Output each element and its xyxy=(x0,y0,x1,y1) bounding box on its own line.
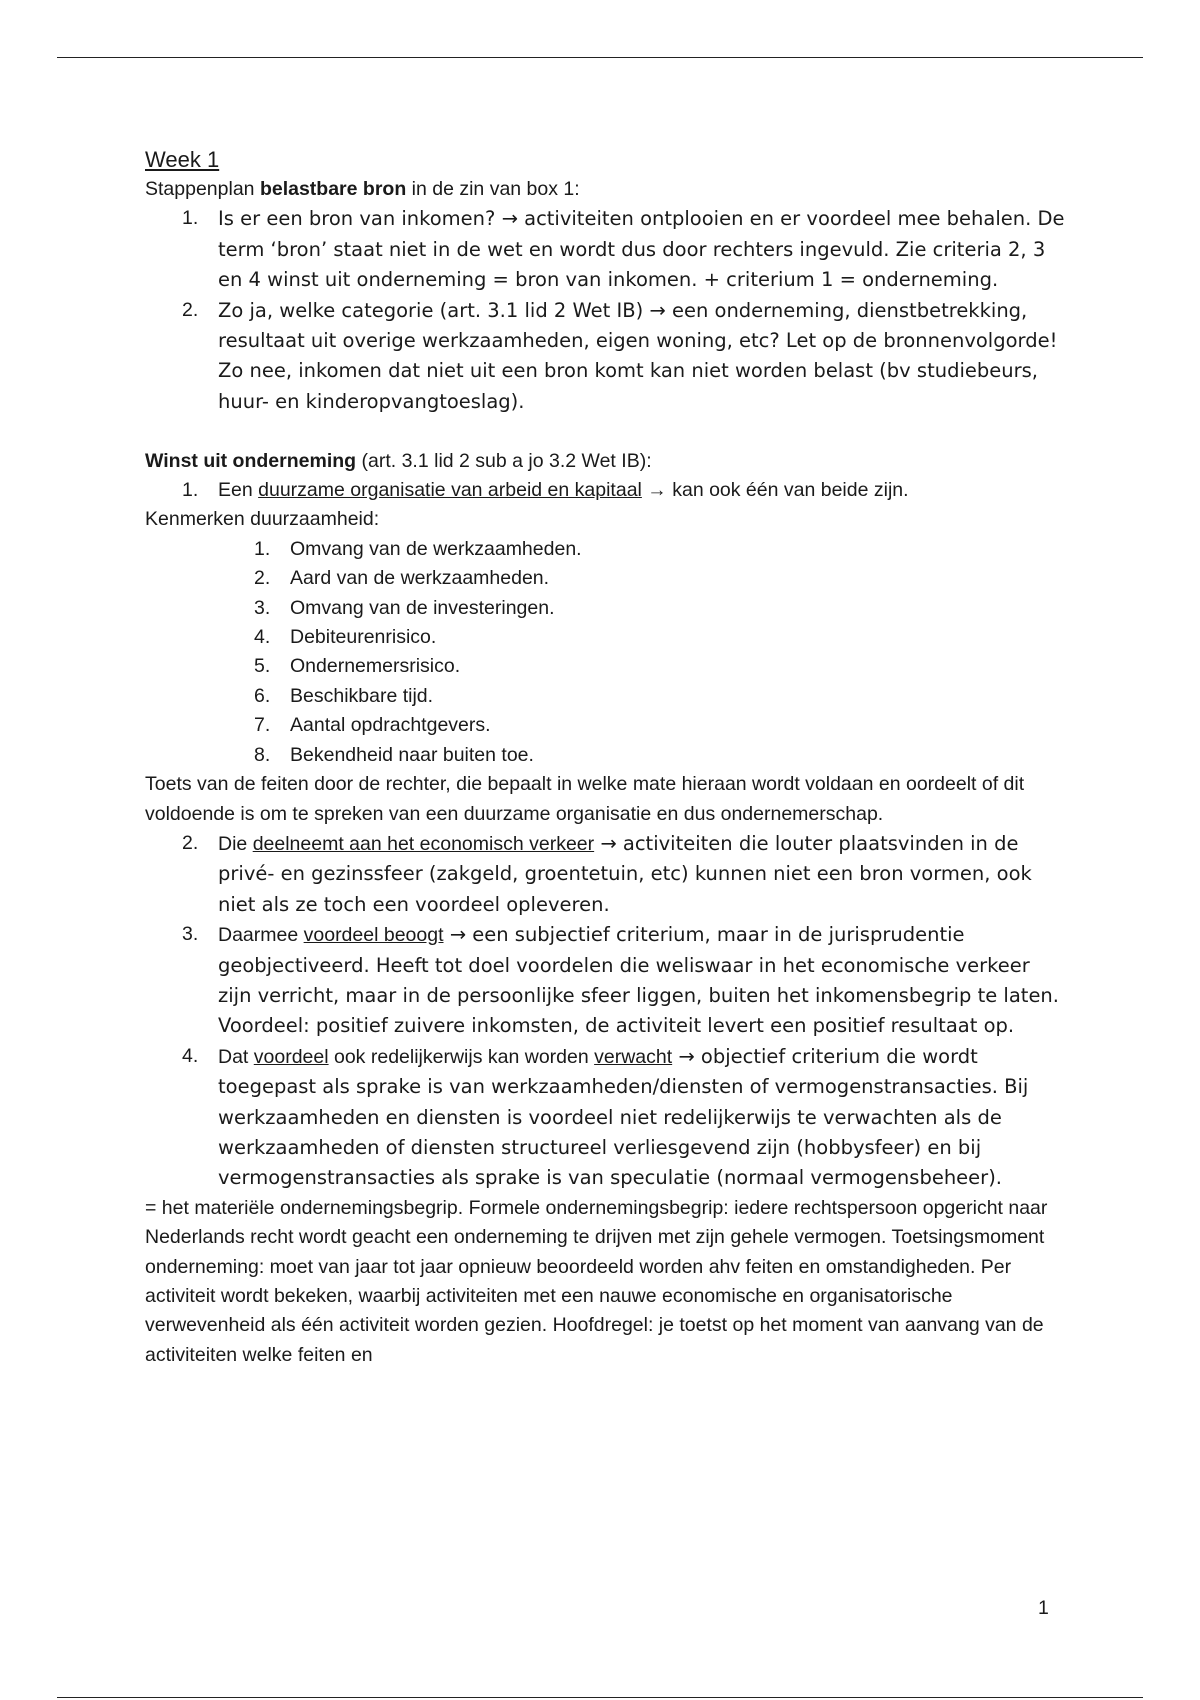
list-item: 7. Aantal opdrachtgevers. xyxy=(254,714,491,737)
footer-rule xyxy=(57,1697,1143,1698)
intro-bold: belastbare bron xyxy=(259,178,407,200)
list-item: 8. Bekendheid naar buiten toe. xyxy=(254,743,534,766)
list-item: 6. Beschikbare tijd. xyxy=(254,684,434,707)
list-item: 2. Zo ja, welke categorie (art. 3.1 lid 2 Wet IB) → een onderneming, dienstbetrekking, resultaat uit overige werkzaamheden, eigen woning, etc? Let op de bronnenvolgorde! Zo nee, inkomen dat niet uit een bron komt kan niet worden belast (bv studiebeurs, huur- en kinderopvangtoeslag). xyxy=(182,298,1058,413)
list-item: 5. Ondernemersrisico. xyxy=(254,655,461,678)
list-item: 1. Omvang van de werkzaamheden. xyxy=(254,537,582,560)
kenmerken-label: Kenmerken duurzaamheid: xyxy=(145,508,380,531)
header-rule xyxy=(57,57,1143,58)
list-item: 4. Debiteurenrisico. xyxy=(254,626,437,649)
page-title: Week 1 xyxy=(145,147,220,172)
criterion-1: 1. Een duurzame organisatie van arbeid en kapitaal → kan ook één van beide zijn. xyxy=(182,479,909,502)
intro-text: Stappenplan xyxy=(145,178,260,200)
list-item: 2. Aard van de werkzaamheden. xyxy=(254,567,550,590)
criterion-2: 2. Die deelneemt aan het economisch verkeer → activiteiten die louter plaatsvinden in de privé- en gezinssfeer (zakgeld, groentetuin, etc) kunnen niet een bron vormen, ook niet als ze toch een voordeel opleveren. xyxy=(182,831,1032,916)
criterion-4: 4. Dat voordeel ook redelijkerwijs kan worden verwacht → objectief criterium die wordt toegepast als sprake is van werkzaamheden/diensten of vermogenstransacties. Bij werkzaamheden en diensten is voordeel niet redelijkerwijs te verwachten als de werkzaamheden of diensten structureel verliesgevend zijn (hobbysfeer) en bij vermogenstransacties als sprake is van speculatie (normaal vermogensbeheer). xyxy=(182,1044,1029,1190)
intro-line xyxy=(145,175,1065,204)
winst-heading: Winst uit onderneming (art. 3.1 lid 2 sub a jo 3.2 Wet IB): xyxy=(145,449,652,472)
intro-text-end: in de zin van box 1: xyxy=(406,178,580,200)
criteria-list-2 xyxy=(145,829,1065,1194)
page-number: 1 xyxy=(1038,1597,1049,1619)
criterion-3: 3. Daarmee voordeel beoogt → een subjectief criterium, maar in de jurisprudentie geobjectiveerd. Heeft tot doel voordelen die weliswaar in het economische verkeer zijn verricht, maar in de persoonlijke sfeer liggen, buiten het inkomensbegrip te laten. Voordeel: positief zuivere inkomsten, de activiteit levert een positief resultaat op. xyxy=(182,923,1059,1038)
criteria-list-1 xyxy=(145,476,1065,505)
closing-paragraph: = het materiële ondernemingsbegrip. Formele ondernemingsbegrip: iedere rechtspersoon opgericht naar Nederlands recht wordt geacht een onderneming te drijven met zijn gehele vermogen. Toetsingsmoment onderneming: moet van jaar tot jaar opnieuw beoordeeld worden ahv feiten en omstandigheden. Per activiteit wordt bekeken, waarbij activiteiten met een nauwe economische en organisatorische verwevenheid als één activiteit worden gezien. Hoofdregel: je toetst op het moment van aanvang van de activiteiten welke feiten en xyxy=(145,1196,1048,1366)
list-item: 1. Is er een bron van inkomen? → activiteiten ontplooien en er voordeel mee behalen. De term ‘bron’ staat niet in de wet en wordt dus door rechters ingevuld. Zie criteria 2, 3 en 4 winst uit onderneming = bron van inkomen. + criterium 1 = onderneming. xyxy=(182,207,1065,292)
document-body xyxy=(145,145,1065,1370)
kenmerken-list xyxy=(145,535,1065,770)
steps-list xyxy=(145,204,1065,417)
list-item: 3. Omvang van de investeringen. xyxy=(254,596,555,619)
toets-paragraph: Toets van de feiten door de rechter, die bepaalt in welke mate hieraan wordt voldaan en oordeelt of dit voldoende is om te spreken van een duurzame organisatie en dus ondernemerschap. xyxy=(145,773,1025,825)
